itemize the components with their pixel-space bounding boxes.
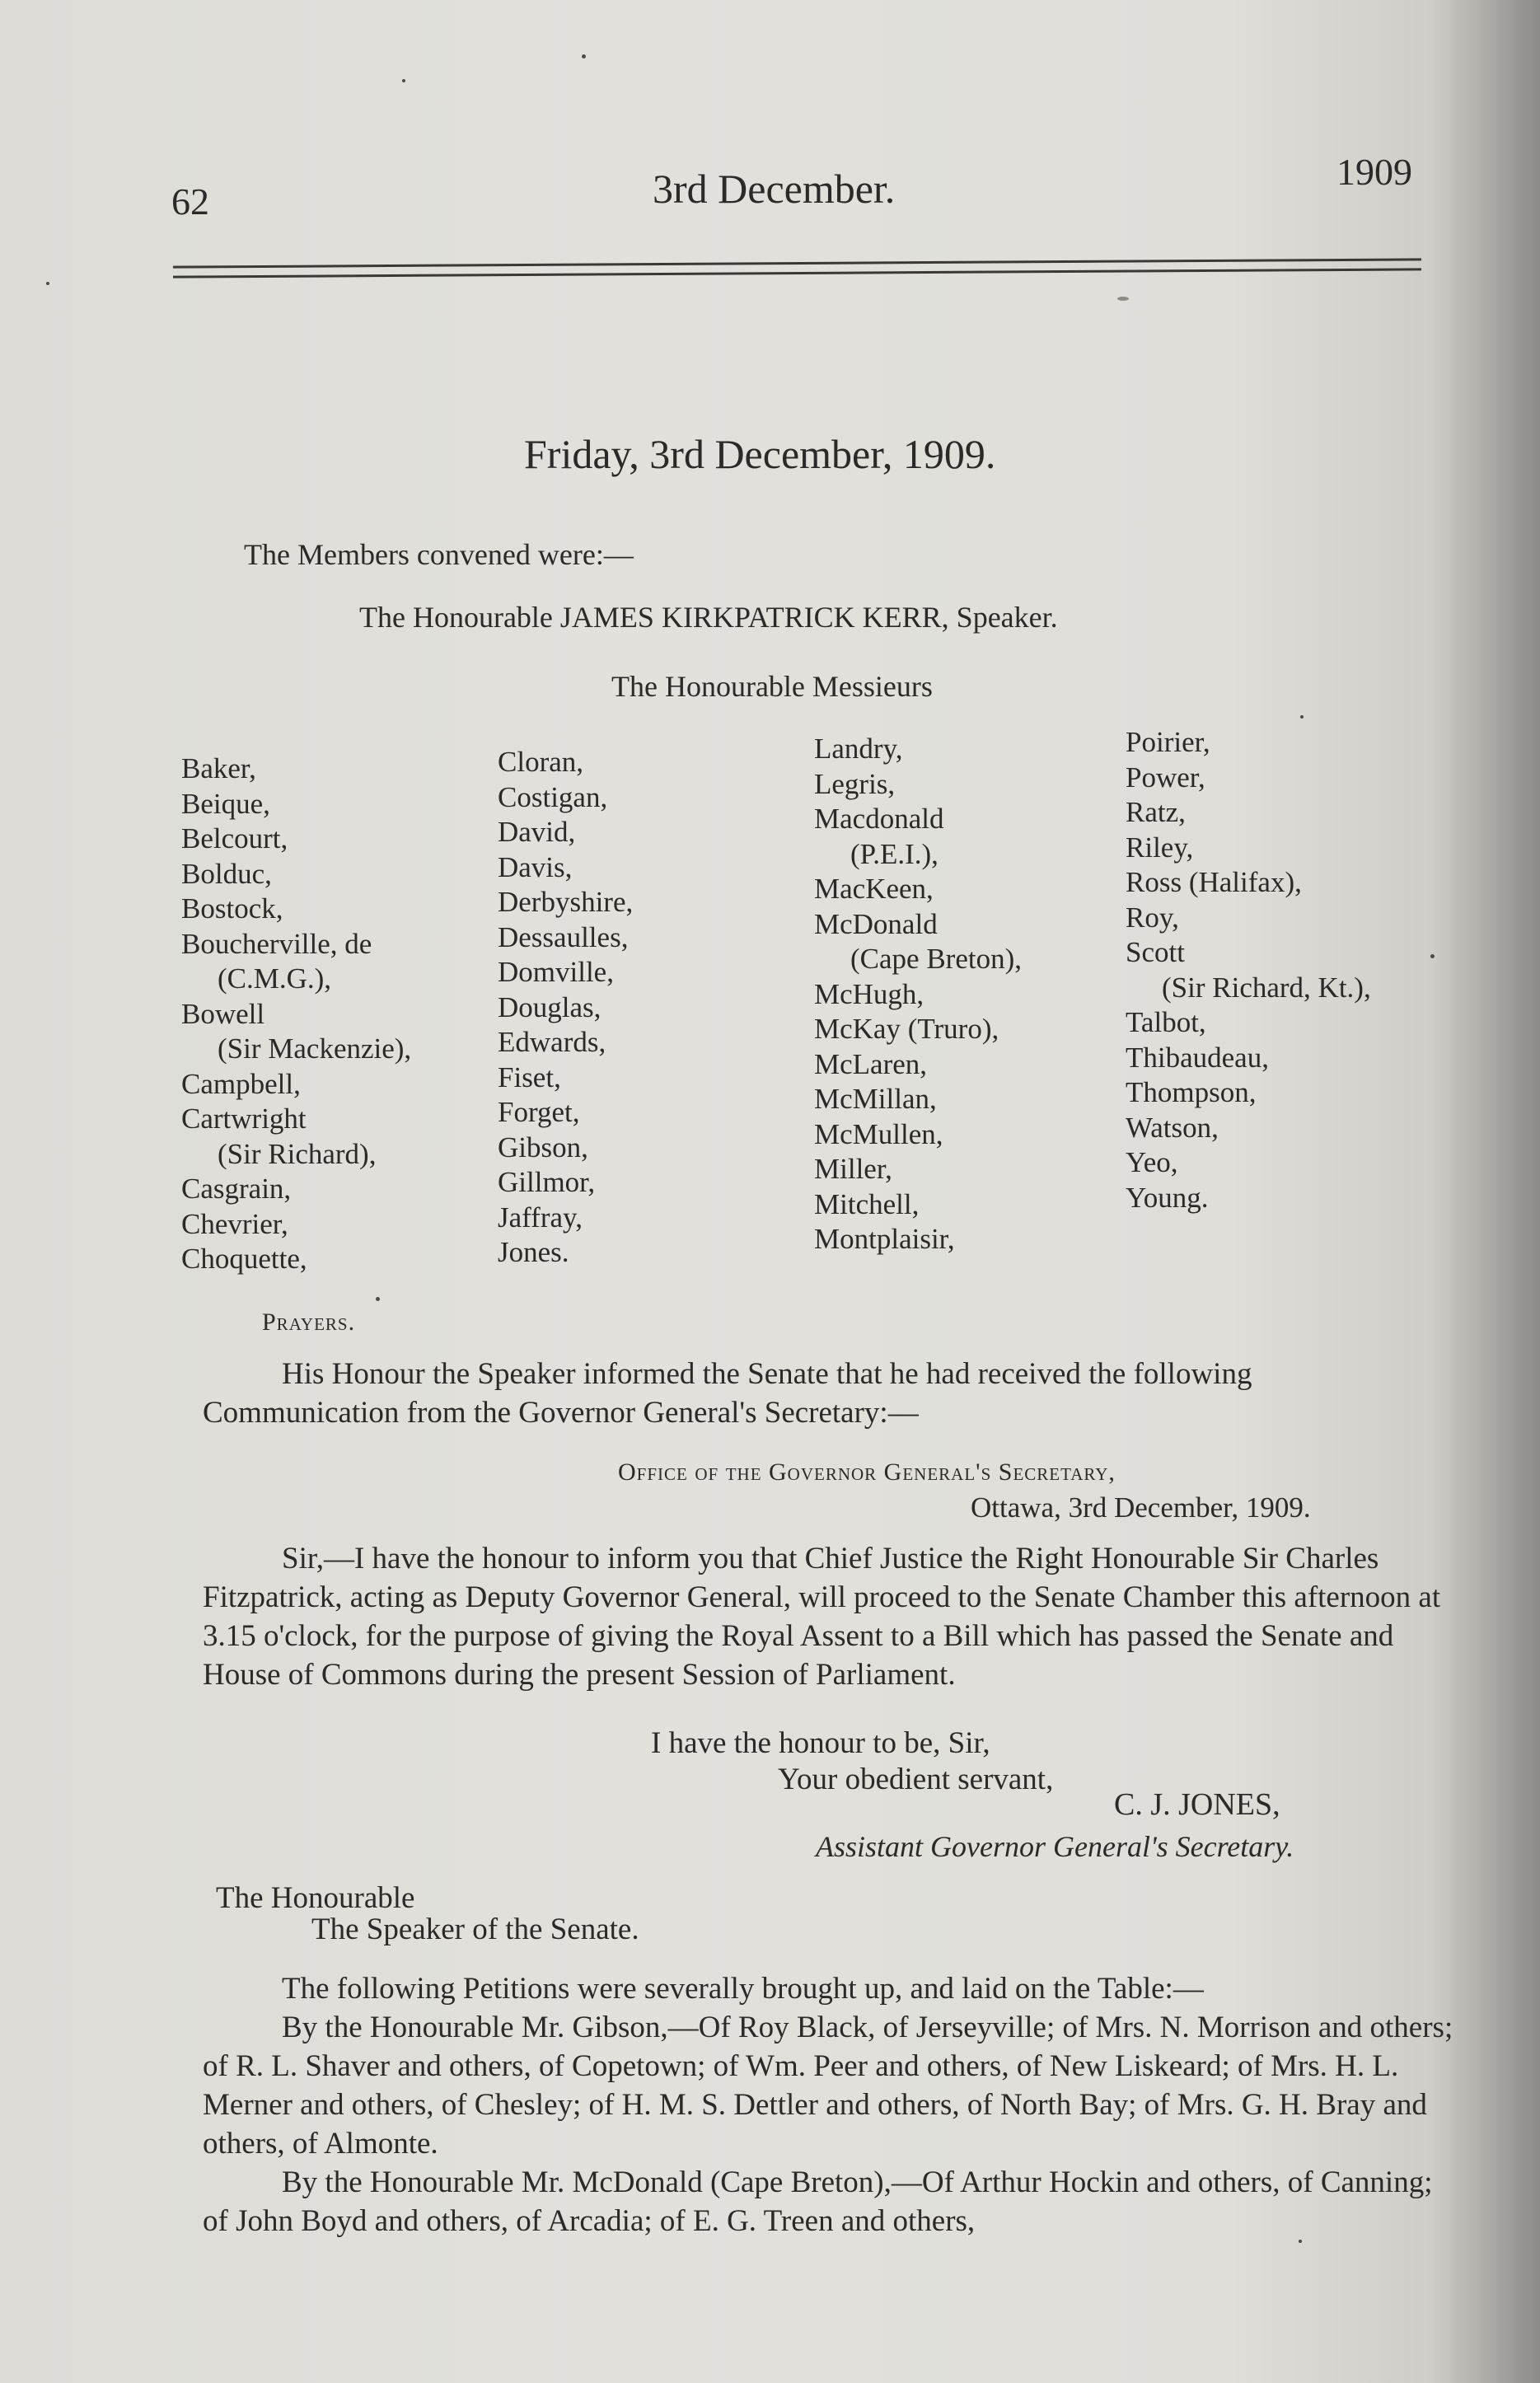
member-name: Douglas, — [498, 990, 601, 1023]
speaker-communication-paragraph: His Honour the Speaker informed the Senate that he had received the following Communication from the Governor General's Secretary:— — [203, 1357, 1252, 1430]
member-name: McLaren, — [814, 1047, 928, 1080]
member-name: Gillmor, — [498, 1166, 596, 1198]
member-name: Gibson, — [498, 1131, 588, 1163]
header-rule-top — [173, 258, 1421, 268]
member-name: Bowell — [181, 997, 265, 1030]
member-name: Bolduc, — [181, 857, 272, 890]
member-name: Landry, — [814, 733, 903, 765]
member-name: Jones. — [498, 1236, 569, 1268]
speaker-line: The Honourable JAMES KIRKPATRICK KERR, Speaker. — [359, 601, 1058, 634]
member-name: Mitchell, — [814, 1187, 920, 1220]
member-name: Montplaisir, — [814, 1223, 955, 1255]
member-name: Boucherville, de — [181, 927, 372, 960]
speck-mark — [1430, 954, 1435, 958]
petitions-intro: The following Petitions were severally brought up, and laid on the Table:— — [282, 1972, 1204, 2006]
member-name: Beique, — [181, 787, 270, 820]
letter-signatory-title: Assistant Governor General's Secretary. — [816, 1830, 1294, 1863]
running-title: 3rd December. — [653, 166, 896, 212]
speck-mark — [1117, 297, 1129, 301]
page-number: 62 — [171, 180, 209, 222]
petitions-section — [203, 1969, 1455, 2240]
member-name-continued: (Cape Breton), — [850, 943, 1022, 975]
member-name: McHugh, — [814, 977, 924, 1010]
member-name: Bostock, — [181, 892, 283, 925]
prayers-heading: Prayers. — [262, 1309, 356, 1336]
speck-mark — [402, 79, 405, 82]
member-name: McMillan, — [814, 1083, 937, 1115]
speck-mark — [1300, 715, 1304, 719]
member-name: Cartwright — [181, 1103, 307, 1135]
members-convened-line: The Members convened were:— — [244, 538, 634, 571]
member-name: Forget, — [498, 1096, 580, 1128]
petitions-gibson: By the Honourable Mr. Gibson,—Of Roy Black, of Jerseyville; of Mrs. N. Morrison and others; of R. L. Shaver and others, of Copetown; of Wm. Peer and others, of New Liskeard; of Mrs. H. L. Merner and others, of Chesley; of H. M. S. Dettler and others, of North Bay; of Mrs. G. H. Bray and others, of Almonte. — [203, 2011, 1453, 2161]
speck-mark — [376, 1297, 380, 1301]
members-column-4 — [1126, 725, 1371, 1215]
letter-body: Sir,—I have the honour to inform you that Chief Justice the Right Honourable Sir Charles Fitzpatrick, acting as Deputy Governor General, will proceed to the Senate Chamber this afternoon at 3.15 o'clock, for the purpose of giving the Royal Assent to a Bill which has passed the Senate and House of Commons during the present Session of Parliament. — [203, 1542, 1441, 1692]
member-name: Derbyshire, — [498, 886, 634, 918]
letter-addressee-line-2: The Speaker of the Senate. — [311, 1912, 639, 1946]
member-name: Watson, — [1126, 1111, 1219, 1144]
member-name: McKay (Truro), — [814, 1013, 999, 1045]
member-name: McDonald — [814, 907, 938, 940]
speck-mark — [1299, 2240, 1302, 2243]
member-name-continued: (C.M.G.), — [218, 962, 332, 995]
member-name: Scott — [1126, 936, 1185, 968]
letter-closing-line-1: I have the honour to be, Sir, — [651, 1726, 990, 1760]
member-name: MacKeen, — [814, 873, 934, 905]
member-name: Edwards, — [498, 1026, 606, 1058]
messieurs-heading: The Honourable Messieurs — [611, 670, 933, 703]
letter-signature: C. J. JONES, — [1114, 1787, 1280, 1822]
header-year: 1909 — [1336, 151, 1412, 193]
member-name-continued: (P.E.I.), — [850, 837, 939, 870]
letter-closing-line-2: Your obedient servant, — [778, 1763, 1054, 1796]
petitions-mcdonald: By the Honourable Mr. McDonald (Cape Breton),—Of Arthur Hockin and others, of Canning; of John Boyd and others, of Arcadia; of E. G. Treen and others, — [203, 2165, 1433, 2238]
member-name: Legris, — [814, 767, 896, 800]
member-name: Campbell, — [181, 1067, 301, 1100]
letter-addressee-line-1: The Honourable — [216, 1881, 415, 1915]
member-name: Young. — [1126, 1181, 1209, 1214]
member-name-continued: (Sir Richard, Kt.), — [1162, 971, 1371, 1004]
member-name: Choquette, — [181, 1243, 307, 1275]
speck-mark — [582, 54, 586, 59]
member-name: McMullen, — [814, 1117, 943, 1150]
header-rule-bottom — [173, 268, 1421, 278]
member-name: Davis, — [498, 850, 573, 883]
member-name: Fiset, — [498, 1060, 561, 1093]
member-name: Baker, — [181, 752, 256, 784]
member-name: Chevrier, — [181, 1207, 288, 1240]
speck-mark — [46, 282, 49, 285]
member-name: Belcourt, — [181, 822, 288, 854]
members-column-2 — [498, 745, 633, 1271]
member-name: Roy, — [1126, 901, 1179, 934]
letter-office-heading: Office of the Governor General's Secretary, — [618, 1458, 1116, 1486]
member-name: Talbot, — [1126, 1006, 1206, 1038]
member-name: Riley, — [1126, 831, 1194, 864]
member-name: Ratz, — [1126, 796, 1186, 828]
member-name: Costigan, — [498, 780, 608, 813]
member-name: Poirier, — [1126, 726, 1210, 758]
member-name: Dessaulles, — [498, 920, 629, 953]
member-name: Power, — [1126, 761, 1205, 794]
member-name: Miller, — [814, 1153, 892, 1185]
member-name: Thompson, — [1126, 1076, 1257, 1108]
members-column-1 — [181, 751, 411, 1277]
member-name: Cloran, — [498, 746, 584, 778]
member-name: David, — [498, 816, 576, 848]
member-name: Thibaudeau, — [1126, 1041, 1269, 1074]
member-name: Ross (Halifax), — [1126, 866, 1302, 898]
member-name: Yeo, — [1126, 1146, 1178, 1178]
member-name: Domville, — [498, 956, 614, 988]
letter-place-date: Ottawa, 3rd December, 1909. — [971, 1491, 1311, 1524]
member-name: Macdonald — [814, 803, 944, 835]
member-name-continued: (Sir Mackenzie), — [218, 1032, 412, 1065]
members-column-3 — [814, 732, 1022, 1257]
member-name: Jaffray, — [498, 1201, 583, 1234]
member-name-continued: (Sir Richard), — [218, 1137, 377, 1170]
sitting-dateline: Friday, 3rd December, 1909. — [524, 431, 996, 477]
member-name: Casgrain, — [181, 1173, 292, 1205]
